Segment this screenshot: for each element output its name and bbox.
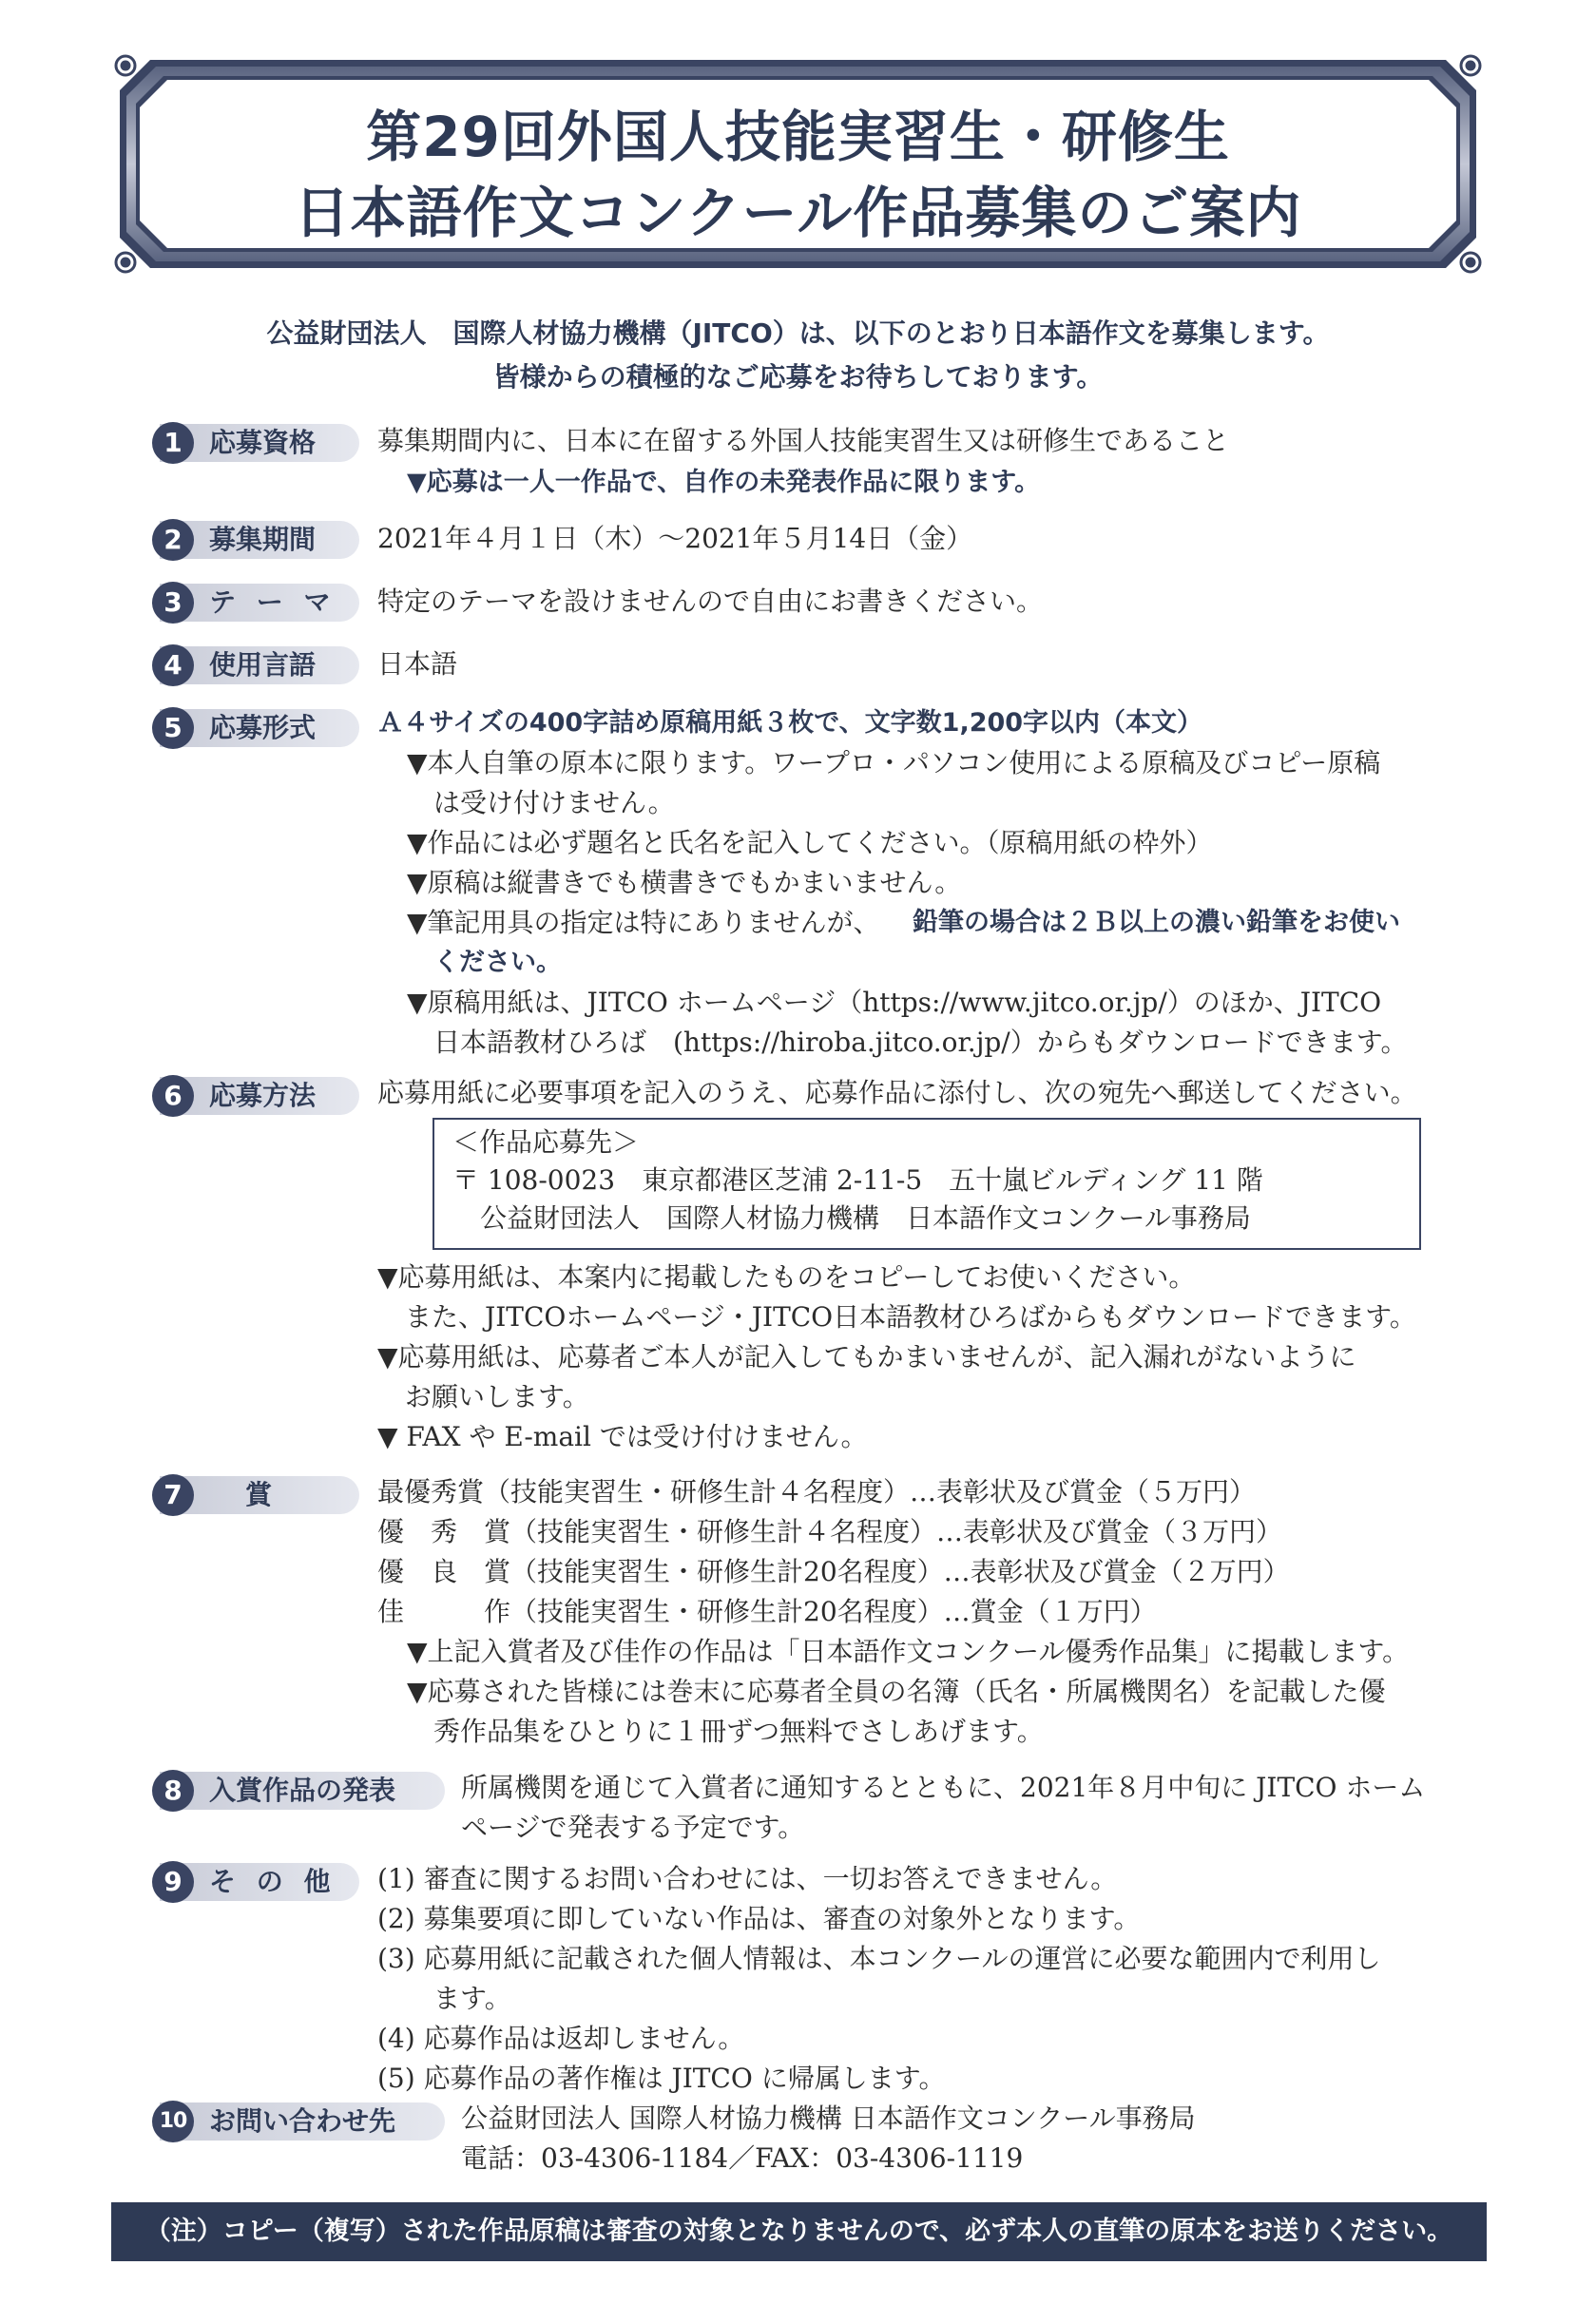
section-label-eligibility	[160, 424, 359, 462]
address-box	[433, 1118, 1421, 1250]
text-line: 応募用紙に必要事項を記入のうえ、応募作品に添付し、次の宛先へ郵送してください。	[377, 1077, 1417, 1108]
section-number: 9	[152, 1861, 194, 1903]
list-item: (4) 応募作品は返却しません。	[377, 2023, 745, 2054]
text-line: 所属機関を通じて入賞者に通知するとともに、2021年８月中旬に JITCO ホーム	[461, 1772, 1426, 1803]
section-label-text: そ の 他	[209, 1866, 337, 1897]
text-line: ▼筆記用具の指定は特にありませんが、	[407, 907, 880, 938]
section-number: 1	[152, 422, 194, 464]
section-label-text: お問い合わせ先	[209, 2105, 396, 2137]
text-line: ▼作品には必ず題名と氏名を記入してください。（原稿用紙の枠外）	[407, 827, 1213, 858]
section-label-text: 応募資格	[209, 427, 317, 458]
text-line-bold: 鉛筆の場合は２Ｂ以上の濃い鉛筆をお使い	[913, 908, 1400, 937]
section-number: 10	[152, 2101, 194, 2142]
text-line: また、JITCOホームページ・JITCO日本語教材ひろばからもダウンロードできます。	[405, 1301, 1416, 1333]
text-line: お願いします。	[405, 1381, 589, 1412]
section-label-language	[160, 646, 359, 684]
text-line-bold: ください。	[433, 948, 562, 977]
footer-note: （注）コピー（複写）された作品原稿は審査の対象となりませんので、必ず本人の直筆の原本をお送りください。	[111, 2202, 1487, 2261]
text-line: 2021年４月１日（木）〜2021年５月14日（金）	[377, 523, 973, 554]
text-line: ▼原稿用紙は、JITCO ホームページ（https://www.jitco.or.jp/）のほか、JITCO	[407, 987, 1382, 1018]
section-label-format	[160, 709, 359, 747]
list-item: (2) 募集要項に即していない作品は、審査の対象外となります。	[377, 1903, 1141, 1934]
title-line-2: 日本語作文コンクール作品募集のご案内	[294, 181, 1302, 245]
intro-line-2: 皆様からの積極的なご応募をお待ちしております。	[492, 361, 1104, 393]
address-line-1: 〒 108-0023 東京都港区芝浦 2-11-5 五十嵐ビルディング 11 階	[452, 1164, 1263, 1196]
section-label-text: 使用言語	[209, 649, 317, 681]
section-label-period	[160, 521, 359, 559]
text-line: ▼本人自筆の原本に限ります。ワープロ・パソコン使用による原稿及びコピー原稿	[407, 747, 1381, 778]
text-line: ▼応募用紙は、応募者ご本人が記入してもかまいませんが、記入漏れがないように	[377, 1341, 1356, 1373]
section-number: 4	[152, 644, 194, 686]
section-label-text: 入賞作品の発表	[209, 1775, 396, 1806]
title-line-1: 第29回外国人技能実習生・研修生	[366, 105, 1230, 169]
intro-line-1: 公益財団法人 国際人材協力機構（JITCO）は、以下のとおり日本語作文を募集します。	[266, 317, 1330, 349]
award-line: 優 良 賞（技能実習生・研修生計20名程度）…表彰状及び賞金（２万円）	[377, 1556, 1290, 1587]
list-item: (1) 審査に関するお問い合わせには、一切お答えできません。	[377, 1863, 1118, 1894]
text-line-bold: Ａ４サイズの400字詰め原稿用紙３枚で、文字数1,200字以内（本文）	[377, 708, 1203, 738]
section-label-text: テ ー マ	[209, 586, 337, 618]
section-label-theme	[160, 584, 359, 622]
list-item-continuation: ます。	[433, 1983, 511, 2014]
section-label-method	[160, 1077, 359, 1115]
list-item: (5) 応募作品の著作権は JITCO に帰属します。	[377, 2063, 946, 2094]
text-line: ▼ FAX や E-mail では受け付けません。	[377, 1421, 868, 1452]
award-line: 佳 作（技能実習生・研修生計20名程度）…賞金（１万円）	[377, 1596, 1157, 1627]
text-line: 日本語教材ひろば (https://hiroba.jitco.or.jp/）からもダウンロードできます。	[433, 1027, 1408, 1058]
text-line: 日本語	[377, 648, 458, 680]
award-line: 優 秀 賞（技能実習生・研修生計４名程度）…表彰状及び賞金（３万円）	[377, 1516, 1283, 1547]
section-number: 8	[152, 1770, 194, 1812]
text-line: 特定のテーマを設けませんので自由にお書きください。	[377, 586, 1044, 617]
section-number: 2	[152, 519, 194, 561]
section-number: 7	[152, 1474, 194, 1516]
text-line: ページで発表する予定です。	[461, 1812, 805, 1843]
text-line: ▼上記入賞者及び佳作の作品は「日本語作文コンクール優秀作品集」に掲載します。	[407, 1636, 1410, 1667]
contact-org: 公益財団法人 国際人材協力機構 日本語作文コンクール事務局	[461, 2102, 1196, 2134]
address-line-2: 公益財団法人 国際人材協力機構 日本語作文コンクール事務局	[480, 1202, 1251, 1234]
address-heading: ＜作品応募先＞	[452, 1126, 640, 1158]
text-line-bold: ▼応募は一人一作品で、自作の未発表作品に限ります。	[407, 468, 1041, 497]
section-label-other	[160, 1863, 359, 1901]
text-line: ▼応募された皆様には巻末に応募者全員の名簿（氏名・所属機関名）を記載した優	[407, 1676, 1386, 1707]
section-number: 6	[152, 1075, 194, 1117]
section-number: 3	[152, 582, 194, 624]
section-label-announcement	[160, 1772, 445, 1810]
section-label-text: 応募形式	[209, 712, 317, 743]
text-line: 秀作品集をひとりに１冊ずつ無料でさしあげます。	[433, 1716, 1044, 1747]
section-label-text: 募集期間	[209, 524, 317, 555]
contact-phone-fax: 電話：03-4306-1184／FAX：03-4306-1119	[461, 2142, 1024, 2174]
section-number: 5	[152, 707, 194, 749]
award-line: 最優秀賞（技能実習生・研修生計４名程度）…表彰状及び賞金（５万円）	[377, 1476, 1257, 1507]
section-label-awards	[160, 1476, 359, 1514]
text-line: は受け付けません。	[433, 787, 675, 818]
section-label-text: 賞	[245, 1479, 273, 1510]
list-item: (3) 応募用紙に記載された個人情報は、本コンクールの運営に必要な範囲内で利用し	[377, 1943, 1381, 1974]
section-label-text: 応募方法	[209, 1080, 317, 1111]
title-frame	[112, 52, 1484, 276]
text-line: ▼原稿は縦書きでも横書きでもかまいません。	[407, 867, 962, 898]
text-line: 募集期間内に、日本に在留する外国人技能実習生又は研修生であること	[377, 425, 1230, 456]
section-label-contact	[160, 2102, 445, 2141]
text-line: ▼応募用紙は、本案内に掲載したものをコピーしてお使いください。	[377, 1261, 1196, 1293]
